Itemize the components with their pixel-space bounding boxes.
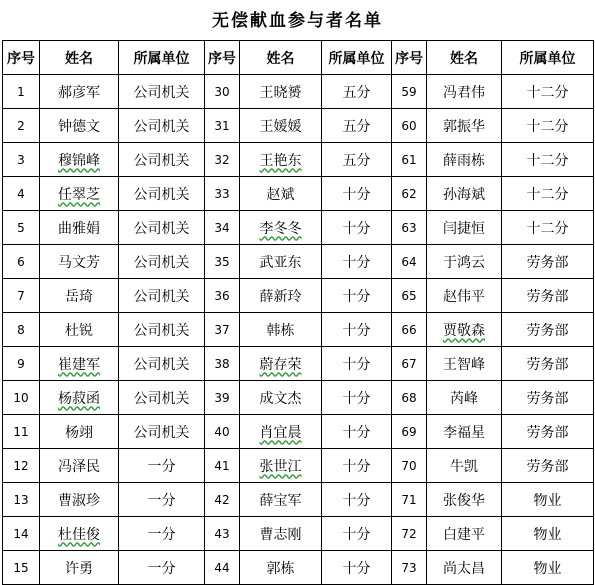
donor-name-cell xyxy=(40,551,119,585)
table-row xyxy=(3,381,594,415)
donor-name-cell xyxy=(40,177,119,211)
table-row xyxy=(3,517,594,551)
seq-number-cell: 10 xyxy=(3,381,40,415)
donor-table xyxy=(2,40,594,585)
donor-name: 闫捷恒 xyxy=(443,220,485,237)
table-row xyxy=(3,177,594,211)
donor-name-cell xyxy=(40,279,119,313)
table-row xyxy=(3,75,594,109)
donor-name: 曹淑珍 xyxy=(58,492,100,509)
unit-cell: 十二分 xyxy=(502,211,594,245)
donor-name: 芮峰 xyxy=(450,390,478,407)
donor-name-cell xyxy=(427,279,502,313)
header-cell: 姓名 xyxy=(40,41,119,75)
donor-name: 李福星 xyxy=(443,424,485,441)
donor-name-cell xyxy=(40,381,119,415)
unit-cell: 劳务部 xyxy=(502,279,594,313)
unit-cell: 公司机关 xyxy=(119,75,205,109)
seq-number-cell: 70 xyxy=(392,449,427,483)
table-row xyxy=(3,279,594,313)
unit-cell: 物业 xyxy=(502,517,594,551)
seq-number-cell: 4 xyxy=(3,177,40,211)
unit-cell: 十分 xyxy=(322,483,392,517)
donor-name-cell xyxy=(240,415,322,449)
seq-number-cell: 66 xyxy=(392,313,427,347)
header-row xyxy=(3,41,594,75)
unit-cell: 公司机关 xyxy=(119,313,205,347)
donor-name-cell xyxy=(40,245,119,279)
unit-cell: 公司机关 xyxy=(119,177,205,211)
donor-name-cell xyxy=(240,109,322,143)
donor-name-cell xyxy=(240,449,322,483)
donor-name: 钟德文 xyxy=(58,118,100,135)
seq-number-cell: 43 xyxy=(205,517,240,551)
table-row xyxy=(3,347,594,381)
donor-name: 杨菽函 xyxy=(58,390,100,407)
seq-number-cell: 14 xyxy=(3,517,40,551)
unit-cell: 劳务部 xyxy=(502,381,594,415)
unit-cell: 物业 xyxy=(502,551,594,585)
unit-cell: 十分 xyxy=(322,517,392,551)
donor-name-cell xyxy=(240,381,322,415)
seq-number-cell: 9 xyxy=(3,347,40,381)
donor-name: 岳琦 xyxy=(65,288,93,305)
table-row xyxy=(3,483,594,517)
seq-number-cell: 71 xyxy=(392,483,427,517)
donor-name: 郭振华 xyxy=(443,118,485,135)
seq-number-cell: 3 xyxy=(3,143,40,177)
donor-name: 贾敬森 xyxy=(443,322,485,339)
unit-cell: 十二分 xyxy=(502,75,594,109)
donor-name-cell xyxy=(40,415,119,449)
donor-name: 杨翊 xyxy=(65,424,93,441)
donor-name: 薛新玲 xyxy=(259,288,302,305)
donor-name: 任翠芝 xyxy=(58,186,100,203)
unit-cell: 十分 xyxy=(322,347,392,381)
donor-name-cell xyxy=(427,75,502,109)
donor-name: 郝彦军 xyxy=(58,84,100,101)
header-cell: 序号 xyxy=(205,41,240,75)
seq-number-cell: 11 xyxy=(3,415,40,449)
donor-name-cell xyxy=(427,313,502,347)
donor-name-cell xyxy=(427,517,502,551)
donor-name: 薛宝军 xyxy=(259,492,302,509)
unit-cell: 公司机关 xyxy=(119,109,205,143)
seq-number-cell: 42 xyxy=(205,483,240,517)
unit-cell: 十二分 xyxy=(502,177,594,211)
table-row xyxy=(3,415,594,449)
seq-number-cell: 15 xyxy=(3,551,40,585)
donor-name-cell xyxy=(40,109,119,143)
donor-name-cell xyxy=(40,211,119,245)
seq-number-cell: 40 xyxy=(205,415,240,449)
seq-number-cell: 68 xyxy=(392,381,427,415)
seq-number-cell: 5 xyxy=(3,211,40,245)
seq-number-cell: 31 xyxy=(205,109,240,143)
donor-name: 曹志刚 xyxy=(259,526,302,543)
unit-cell: 一分 xyxy=(119,449,205,483)
seq-number-cell: 69 xyxy=(392,415,427,449)
unit-cell: 十分 xyxy=(322,211,392,245)
seq-number-cell: 61 xyxy=(392,143,427,177)
donor-name-cell xyxy=(240,211,322,245)
donor-name-cell xyxy=(40,483,119,517)
seq-number-cell: 59 xyxy=(392,75,427,109)
donor-name: 于鸿云 xyxy=(443,254,485,271)
donor-name: 王艳东 xyxy=(259,152,302,169)
unit-cell: 公司机关 xyxy=(119,143,205,177)
seq-number-cell: 33 xyxy=(205,177,240,211)
seq-number-cell: 60 xyxy=(392,109,427,143)
donor-name: 白建平 xyxy=(443,526,485,543)
seq-number-cell: 8 xyxy=(3,313,40,347)
header-cell: 所属单位 xyxy=(322,41,392,75)
donor-name-cell xyxy=(40,347,119,381)
seq-number-cell: 64 xyxy=(392,245,427,279)
table-row xyxy=(3,551,594,585)
donor-name-cell xyxy=(240,245,322,279)
donor-name-cell xyxy=(427,449,502,483)
unit-cell: 五分 xyxy=(322,109,392,143)
unit-cell: 十分 xyxy=(322,313,392,347)
donor-name: 王媛媛 xyxy=(259,118,302,135)
donor-name: 王智峰 xyxy=(443,356,485,373)
donor-name: 李冬冬 xyxy=(259,220,302,237)
table-row xyxy=(3,143,594,177)
header-cell: 序号 xyxy=(3,41,40,75)
seq-number-cell: 34 xyxy=(205,211,240,245)
table-body xyxy=(3,75,594,585)
donor-name: 成文杰 xyxy=(259,390,302,407)
unit-cell: 一分 xyxy=(119,551,205,585)
unit-cell: 十分 xyxy=(322,449,392,483)
donor-name: 王晓赟 xyxy=(259,84,302,101)
seq-number-cell: 63 xyxy=(392,211,427,245)
table-row xyxy=(3,449,594,483)
donor-name: 韩栋 xyxy=(266,322,295,339)
donor-name-cell xyxy=(40,449,119,483)
seq-number-cell: 72 xyxy=(392,517,427,551)
seq-number-cell: 38 xyxy=(205,347,240,381)
donor-name: 张世江 xyxy=(259,458,302,475)
donor-name: 崔建军 xyxy=(58,356,100,373)
header-cell: 所属单位 xyxy=(502,41,594,75)
donor-name: 冯泽民 xyxy=(58,458,100,475)
donor-name: 曲雅娟 xyxy=(58,220,100,237)
unit-cell: 劳务部 xyxy=(502,313,594,347)
unit-cell: 物业 xyxy=(502,483,594,517)
seq-number-cell: 1 xyxy=(3,75,40,109)
donor-name-cell xyxy=(40,75,119,109)
unit-cell: 十分 xyxy=(322,381,392,415)
seq-number-cell: 36 xyxy=(205,279,240,313)
donor-name-cell xyxy=(40,313,119,347)
donor-name: 孙海斌 xyxy=(443,186,485,203)
unit-cell: 十二分 xyxy=(502,109,594,143)
table-row xyxy=(3,245,594,279)
header-cell: 姓名 xyxy=(427,41,502,75)
unit-cell: 公司机关 xyxy=(119,415,205,449)
seq-number-cell: 62 xyxy=(392,177,427,211)
seq-number-cell: 37 xyxy=(205,313,240,347)
donor-name-cell xyxy=(240,347,322,381)
seq-number-cell: 44 xyxy=(205,551,240,585)
table-row xyxy=(3,109,594,143)
donor-name-cell xyxy=(40,517,119,551)
unit-cell: 十分 xyxy=(322,177,392,211)
unit-cell: 十分 xyxy=(322,279,392,313)
unit-cell: 劳务部 xyxy=(502,245,594,279)
unit-cell: 劳务部 xyxy=(502,347,594,381)
seq-number-cell: 30 xyxy=(205,75,240,109)
donor-name: 郭栋 xyxy=(266,560,295,577)
donor-name: 肖宜晨 xyxy=(259,424,302,441)
unit-cell: 十分 xyxy=(322,245,392,279)
donor-name-cell xyxy=(427,143,502,177)
header-cell: 所属单位 xyxy=(119,41,205,75)
unit-cell: 公司机关 xyxy=(119,211,205,245)
unit-cell: 十二分 xyxy=(502,143,594,177)
donor-name: 牛凯 xyxy=(450,458,478,475)
donor-name: 蔚存荣 xyxy=(259,356,302,373)
seq-number-cell: 2 xyxy=(3,109,40,143)
table-row xyxy=(3,211,594,245)
donor-name: 许勇 xyxy=(65,560,93,577)
unit-cell: 劳务部 xyxy=(502,415,594,449)
donor-name-cell xyxy=(240,517,322,551)
donor-name-cell xyxy=(427,109,502,143)
unit-cell: 五分 xyxy=(322,75,392,109)
donor-name-cell xyxy=(40,143,119,177)
donor-name: 薛雨栋 xyxy=(443,152,485,169)
donor-name: 穆锦峰 xyxy=(58,152,100,169)
donor-name-cell xyxy=(240,483,322,517)
unit-cell: 公司机关 xyxy=(119,347,205,381)
donor-name: 冯君伟 xyxy=(443,84,485,101)
donor-name-cell xyxy=(427,245,502,279)
seq-number-cell: 12 xyxy=(3,449,40,483)
donor-name-cell xyxy=(427,381,502,415)
donor-name-cell xyxy=(240,143,322,177)
unit-cell: 劳务部 xyxy=(502,449,594,483)
seq-number-cell: 7 xyxy=(3,279,40,313)
seq-number-cell: 35 xyxy=(205,245,240,279)
donor-name: 杜锐 xyxy=(65,322,93,339)
header-cell: 序号 xyxy=(392,41,427,75)
seq-number-cell: 73 xyxy=(392,551,427,585)
donor-name: 张俊华 xyxy=(443,492,485,509)
unit-cell: 公司机关 xyxy=(119,245,205,279)
seq-number-cell: 39 xyxy=(205,381,240,415)
seq-number-cell: 6 xyxy=(3,245,40,279)
donor-name: 赵斌 xyxy=(266,186,295,203)
unit-cell: 十分 xyxy=(322,415,392,449)
header-cell: 姓名 xyxy=(240,41,322,75)
document-title: 无偿献血参与者名单 xyxy=(212,11,383,31)
unit-cell: 五分 xyxy=(322,143,392,177)
donor-name: 武亚东 xyxy=(259,254,302,271)
seq-number-cell: 13 xyxy=(3,483,40,517)
donor-name-cell xyxy=(240,313,322,347)
table-row xyxy=(3,313,594,347)
seq-number-cell: 67 xyxy=(392,347,427,381)
donor-name-cell xyxy=(427,483,502,517)
donor-name-cell xyxy=(427,211,502,245)
donor-name-cell xyxy=(427,415,502,449)
seq-number-cell: 41 xyxy=(205,449,240,483)
unit-cell: 一分 xyxy=(119,517,205,551)
donor-name-cell xyxy=(240,75,322,109)
unit-cell: 公司机关 xyxy=(119,279,205,313)
seq-number-cell: 32 xyxy=(205,143,240,177)
seq-number-cell: 65 xyxy=(392,279,427,313)
donor-name-cell xyxy=(427,551,502,585)
donor-name: 杜佳俊 xyxy=(58,526,100,543)
unit-cell: 公司机关 xyxy=(119,381,205,415)
donor-name-cell xyxy=(427,177,502,211)
donor-name-cell xyxy=(240,551,322,585)
donor-name-cell xyxy=(240,279,322,313)
unit-cell: 一分 xyxy=(119,483,205,517)
donor-name-cell xyxy=(240,177,322,211)
donor-name: 尚太昌 xyxy=(443,560,485,577)
donor-name: 赵伟平 xyxy=(443,288,485,305)
donor-name: 马文芳 xyxy=(58,254,100,271)
unit-cell: 十分 xyxy=(322,551,392,585)
donor-name-cell xyxy=(427,347,502,381)
